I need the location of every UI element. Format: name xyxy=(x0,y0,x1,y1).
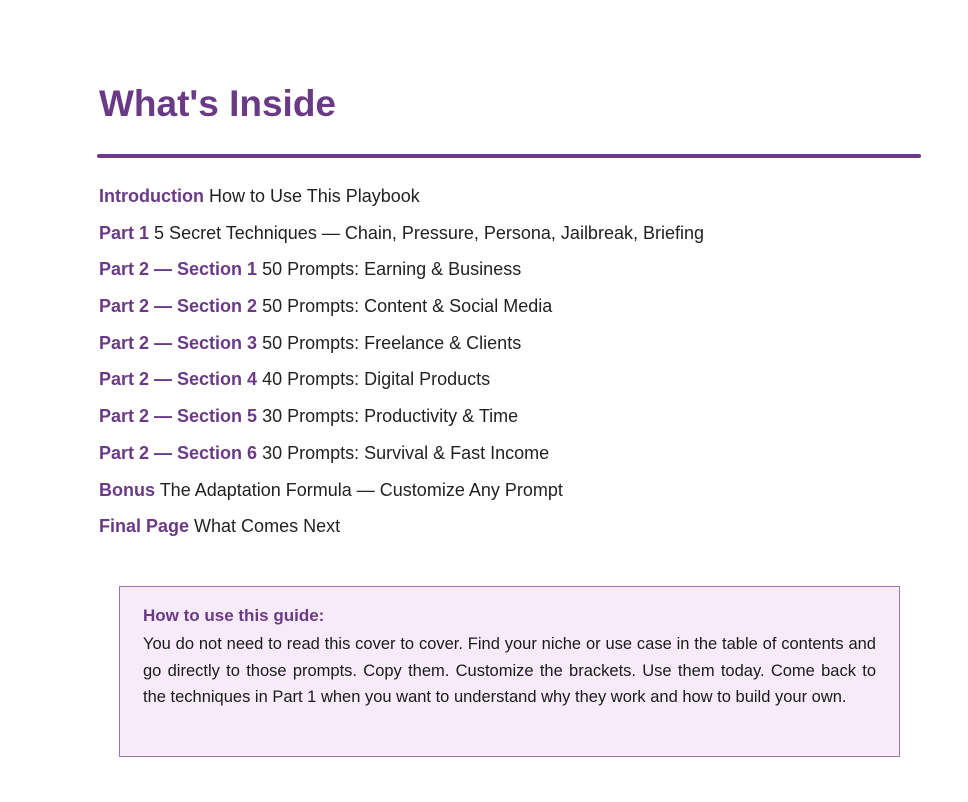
toc-item-final-page xyxy=(99,508,919,545)
toc-item-text: The Adaptation Formula — Customize Any Prompt xyxy=(159,479,563,500)
toc-item-text: 50 Prompts: Content & Social Media xyxy=(262,296,553,317)
title-divider xyxy=(97,154,921,158)
toc-item-part-2-section-2 xyxy=(99,288,919,325)
toc-item-label: Part 2 — Section 2 xyxy=(99,296,258,317)
toc-item-text: 30 Prompts: Productivity & Time xyxy=(262,406,519,427)
toc-item-text: 30 Prompts: Survival & Fast Income xyxy=(262,442,550,463)
toc-item-label: Final Page xyxy=(99,516,190,537)
toc-item-text: How to Use This Playbook xyxy=(209,186,420,206)
toc-item-label: Part 2 — Section 6 xyxy=(99,442,258,463)
toc-item-label: Part 2 — Section 4 xyxy=(99,369,258,390)
callout-title: How to use this guide: xyxy=(143,606,325,625)
toc-item-label: Introduction xyxy=(99,186,204,206)
toc-item-part-2-section-4 xyxy=(99,361,919,398)
toc-item-label: Part 2 — Section 3 xyxy=(99,332,258,353)
toc-item-part-2-section-6 xyxy=(99,435,919,472)
toc-item-label: Part 1 xyxy=(99,222,150,243)
toc-item-part-2-section-5 xyxy=(99,398,919,435)
toc-item-text: What Comes Next xyxy=(194,516,341,537)
toc-item-label: Bonus xyxy=(99,479,155,500)
toc-item-label: Part 2 — Section 5 xyxy=(99,406,258,427)
toc-item-bonus xyxy=(99,472,919,509)
page-title: What's Inside xyxy=(99,83,336,124)
toc-item-text: 50 Prompts: Earning & Business xyxy=(262,259,522,280)
callout-body: You do not need to read this cover to cover. Find your niche or use case in the table of contents and go directly to those prompts. Copy them. Customize the brackets. Use them today. Come back to the techniques in Part 1 when you want to understand why they work and how to build your own. xyxy=(143,635,876,706)
toc-item-part-1 xyxy=(99,215,919,252)
toc-item-label: Part 2 — Section 1 xyxy=(99,259,258,280)
toc-item-text: 5 Secret Techniques — Chain, Pressure, Persona, Jailbreak, Briefing xyxy=(154,222,704,243)
toc-item-part-2-section-1 xyxy=(99,251,919,288)
toc-item-text: 40 Prompts: Digital Products xyxy=(262,369,491,390)
usage-callout-box xyxy=(119,586,900,757)
toc-item-introduction xyxy=(99,178,919,215)
toc-item-text: 50 Prompts: Freelance & Clients xyxy=(262,332,522,353)
table-of-contents xyxy=(99,178,919,545)
toc-item-part-2-section-3 xyxy=(99,325,919,362)
